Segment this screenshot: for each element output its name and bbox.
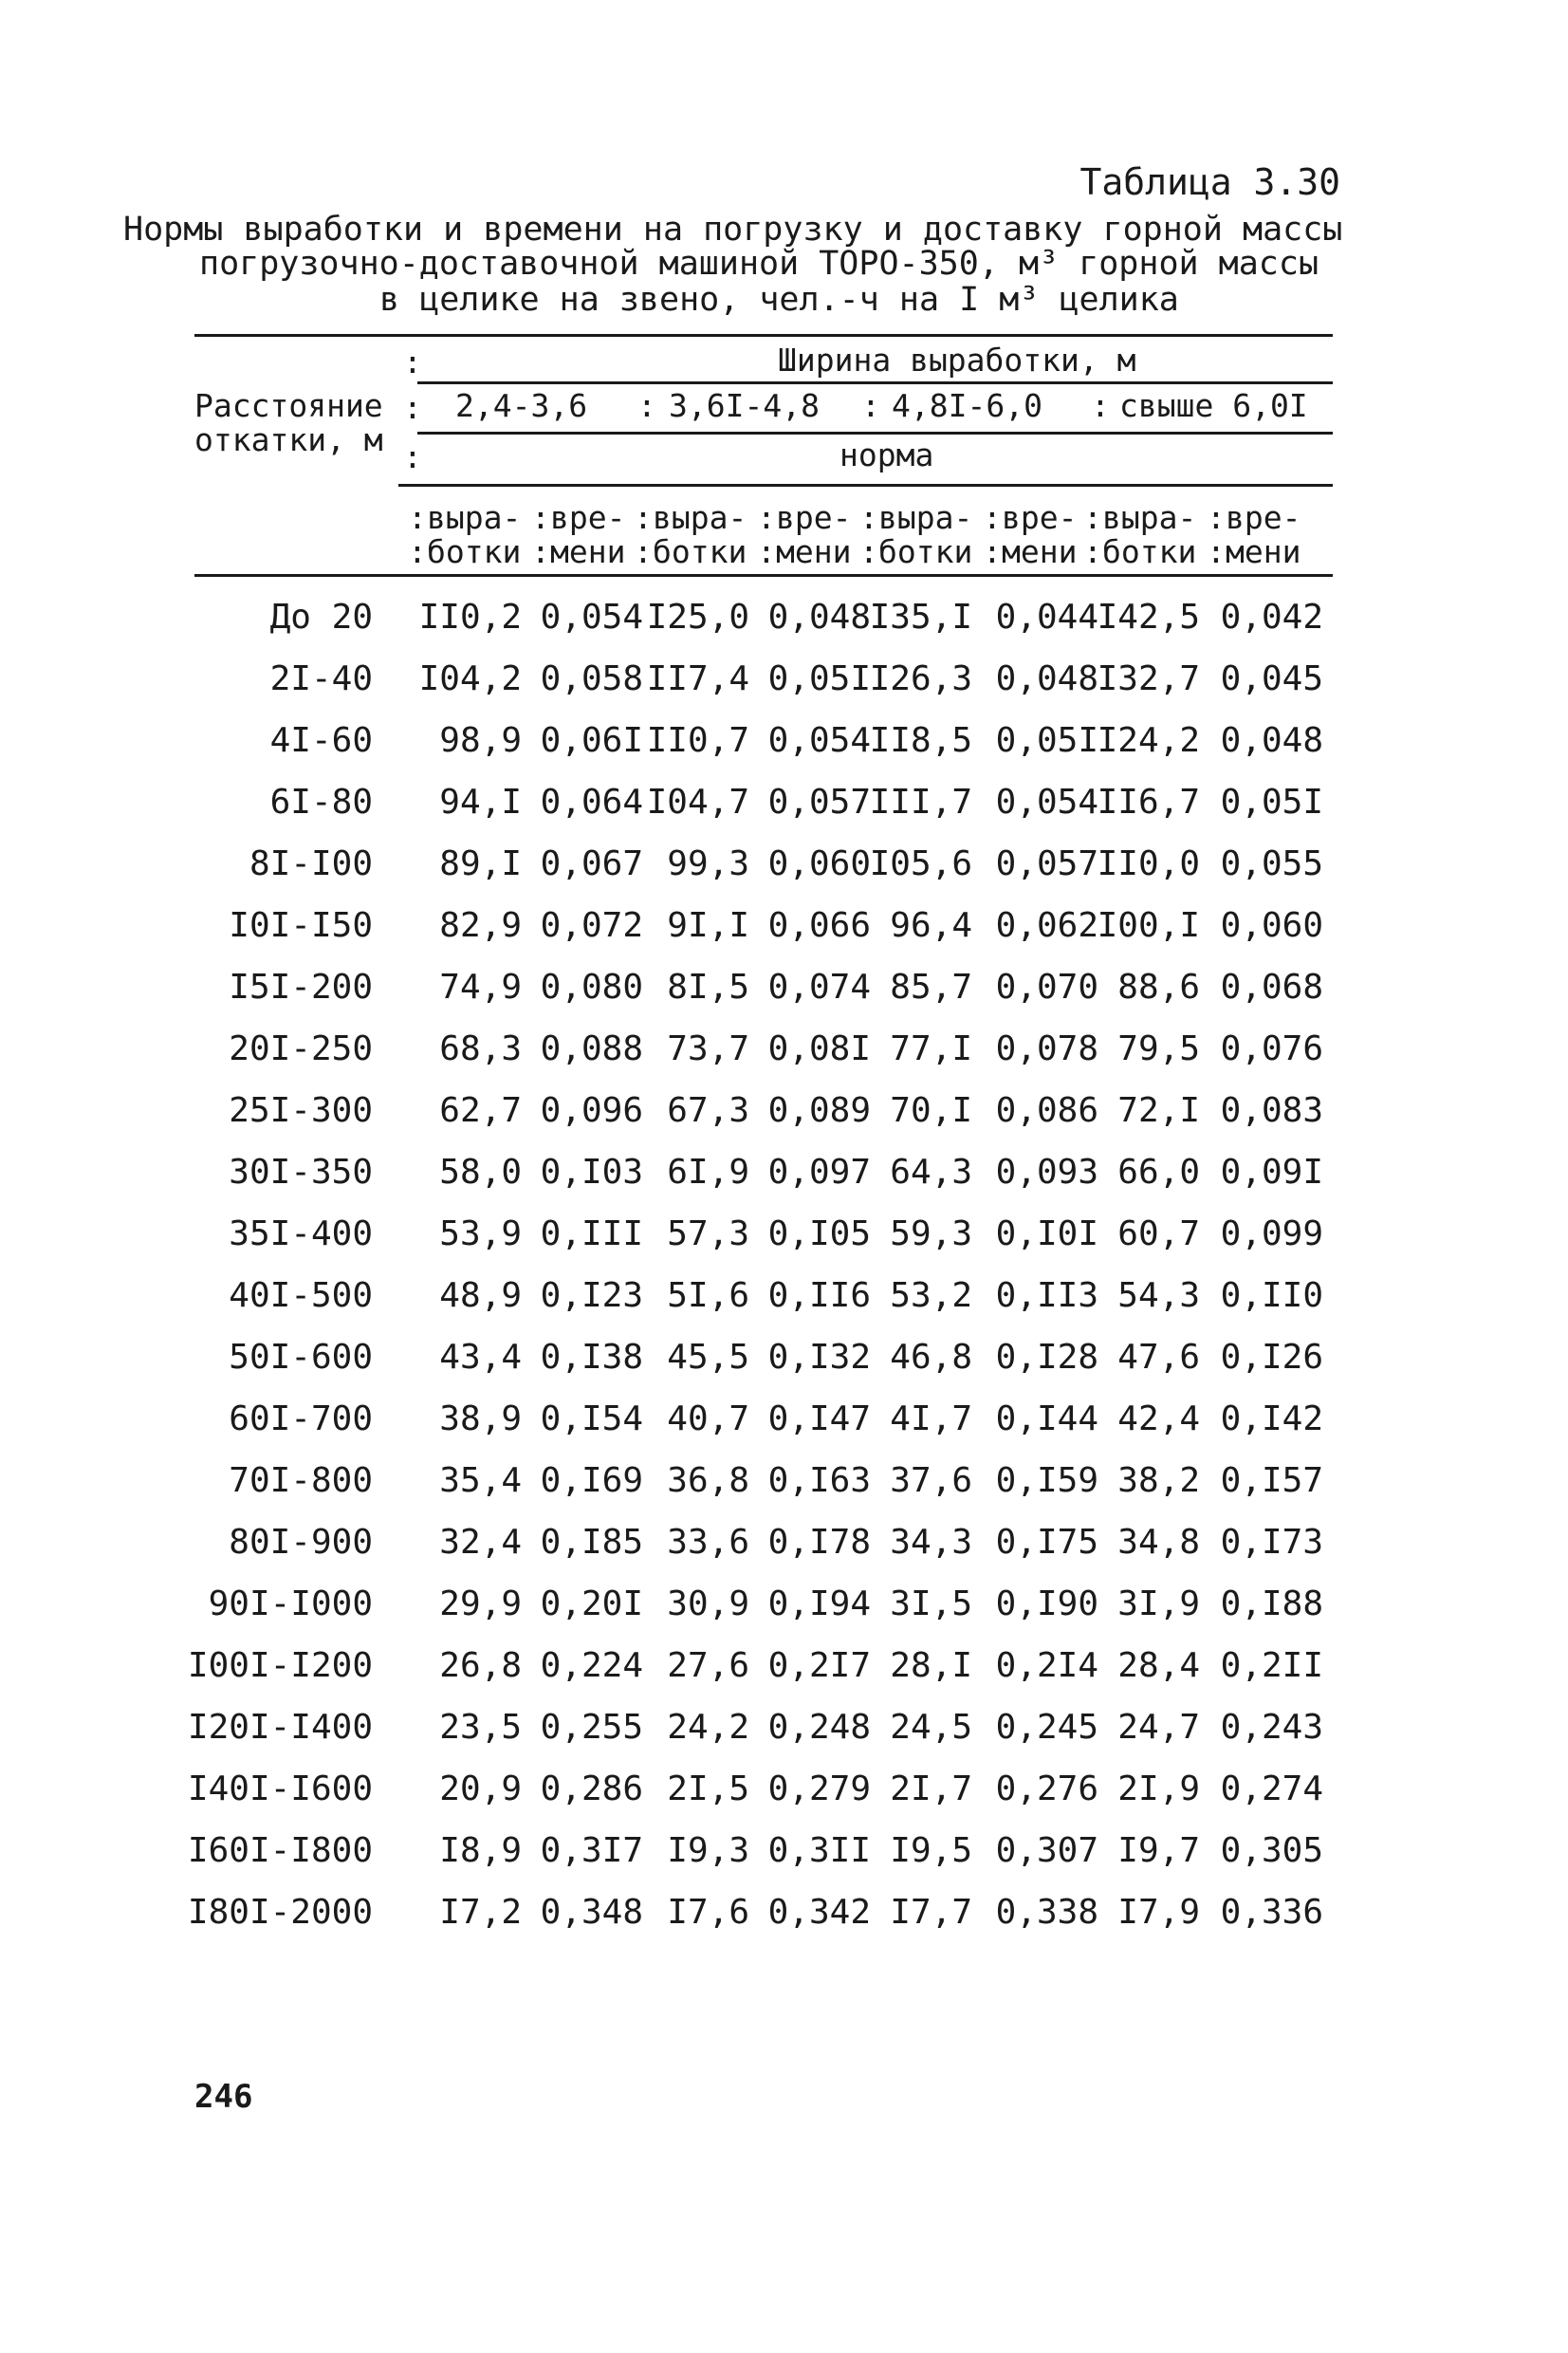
output-norm-cell: 35,4 [439,1461,522,1500]
time-norm-cell: 0,080 [540,968,643,1007]
output-norm-cell: II0,7 [646,721,749,760]
output-norm-cell: 38,2 [1117,1461,1200,1500]
table-title-line-3: в целике на звено, чел.-ч на I м³ целика [379,281,1179,319]
time-norm-cell: 0,I44 [995,1399,1098,1438]
table-row [0,1646,1568,1707]
time-norm-cell: 0,048 [767,598,871,637]
sub-header-time-bottom: мени [776,533,852,570]
output-norm-cell: 72,I [1117,1091,1200,1130]
output-norm-cell: 9I,I [667,906,749,945]
output-norm-cell: I05,6 [869,844,972,883]
norm-bottom-rule [398,484,1333,487]
table-row [0,721,1568,782]
time-norm-cell: 0,I63 [767,1461,871,1500]
output-norm-cell: 34,8 [1117,1523,1200,1562]
time-norm-cell: 0,088 [540,1029,643,1068]
output-norm-cell: 24,5 [890,1708,972,1747]
output-norm-cell: 82,9 [439,906,522,945]
time-norm-cell: 0,276 [995,1769,1098,1808]
output-norm-cell: 2I,9 [1117,1769,1200,1808]
output-norm-cell: I35,I [869,598,972,637]
output-norm-cell: 57,3 [667,1214,749,1253]
time-norm-cell: 0,I03 [540,1153,643,1192]
time-norm-cell: 0,064 [540,783,643,822]
table-row [0,1276,1568,1337]
distance-cell: 20I-250 [229,1029,373,1068]
time-norm-cell: 0,060 [1220,906,1323,945]
sub-header-time-bottom: мени [1226,533,1301,570]
time-norm-cell: 0,054 [540,598,643,637]
time-norm-cell: 0,20I [540,1584,643,1623]
table-title-line-1: Нормы выработки и времени на погрузку и доставку горной массы [123,211,1343,249]
output-norm-cell: 60,7 [1117,1214,1200,1253]
output-norm-cell: I7,2 [439,1893,522,1932]
output-norm-cell: 96,4 [890,906,972,945]
output-norm-cell: 28,I [890,1646,972,1685]
time-norm-cell: 0,074 [767,968,871,1007]
output-norm-cell: 40,7 [667,1399,749,1438]
colon-separator: : [403,343,422,380]
time-norm-cell: 0,078 [995,1029,1098,1068]
time-norm-cell: 0,286 [540,1769,643,1808]
time-norm-cell: 0,05I [767,659,871,698]
table-row [0,1831,1568,1892]
time-norm-cell: 0,I32 [767,1338,871,1377]
time-norm-cell: 0,II6 [767,1276,871,1315]
time-norm-cell: 0,305 [1220,1831,1323,1870]
output-norm-cell: 53,9 [439,1214,522,1253]
time-norm-cell: 0,I47 [767,1399,871,1438]
output-norm-cell: 4I,7 [890,1399,972,1438]
width-range-3: 4,8I-6,0 [892,387,1042,424]
distance-cell: 80I-900 [229,1523,373,1562]
time-norm-cell: 0,I85 [540,1523,643,1562]
norm-label: норма [839,436,934,473]
distance-cell: До 20 [269,598,373,637]
table-row [0,783,1568,843]
distance-cell: 8I-I00 [249,844,373,883]
output-norm-cell: I25,0 [646,598,749,637]
output-norm-cell: I9,5 [890,1831,972,1870]
time-norm-cell: 0,093 [995,1153,1098,1192]
output-norm-cell: 36,8 [667,1461,749,1500]
time-norm-cell: 0,I26 [1220,1338,1323,1377]
colon-separator: : [1091,387,1110,424]
time-norm-cell: 0,057 [767,783,871,822]
distance-cell: I00I-I200 [187,1646,373,1685]
table-row [0,1584,1568,1645]
output-norm-cell: 27,6 [667,1646,749,1685]
output-norm-cell: 3I,9 [1117,1584,1200,1623]
colon-separator: : [403,438,422,475]
output-norm-cell: 62,7 [439,1091,522,1130]
time-norm-cell: 0,348 [540,1893,643,1932]
table-row [0,1091,1568,1152]
output-norm-cell: I00,I [1097,906,1200,945]
table-row [0,1523,1568,1584]
output-norm-cell: I7,9 [1117,1893,1200,1932]
distance-cell: 4I-60 [269,721,373,760]
time-norm-cell: 0,II3 [995,1276,1098,1315]
sub-header-output-bottom: ботки [427,533,522,570]
table-row [0,1769,1568,1830]
time-norm-cell: 0,307 [995,1831,1098,1870]
time-norm-cell: 0,I90 [995,1584,1098,1623]
table-row [0,1461,1568,1522]
table-row [0,659,1568,720]
output-norm-cell: 8I,5 [667,968,749,1007]
width-label-rule [417,381,1333,384]
output-norm-cell: II0,0 [1097,844,1200,883]
time-norm-cell: 0,099 [1220,1214,1323,1253]
time-norm-cell: 0,I59 [995,1461,1098,1500]
time-norm-cell: 0,05I [995,721,1098,760]
output-norm-cell: I7,6 [667,1893,749,1932]
time-norm-cell: 0,062 [995,906,1098,945]
distance-cell: I0I-I50 [229,906,373,945]
output-norm-cell: II7,4 [646,659,749,698]
row-label-line-1: Расстояние [194,387,383,424]
sub-header-time-top: вре- [550,499,626,536]
distance-cell: I60I-I800 [187,1831,373,1870]
time-norm-cell: 0,I73 [1220,1523,1323,1562]
time-norm-cell: 0,06I [540,721,643,760]
output-norm-cell: 66,0 [1117,1153,1200,1192]
time-norm-cell: 0,067 [540,844,643,883]
distance-cell: I80I-2000 [187,1893,373,1932]
output-norm-cell: 89,I [439,844,522,883]
colon-separator: : [637,387,656,424]
time-norm-cell: 0,255 [540,1708,643,1747]
output-norm-cell: 48,9 [439,1276,522,1315]
table-row [0,968,1568,1028]
table-row [0,598,1568,658]
time-norm-cell: 0,224 [540,1646,643,1685]
output-norm-cell: 28,4 [1117,1646,1200,1685]
distance-cell: 50I-600 [229,1338,373,1377]
time-norm-cell: 0,2I4 [995,1646,1098,1685]
distance-cell: 60I-700 [229,1399,373,1438]
time-norm-cell: 0,048 [1220,721,1323,760]
sub-header-output-top: выра- [653,499,747,536]
output-norm-cell: II6,7 [1097,783,1200,822]
output-norm-cell: 42,4 [1117,1399,1200,1438]
time-norm-cell: 0,044 [995,598,1098,637]
table-row [0,1214,1568,1275]
time-norm-cell: 0,274 [1220,1769,1323,1808]
distance-cell: 25I-300 [229,1091,373,1130]
output-norm-cell: I9,7 [1117,1831,1200,1870]
time-norm-cell: 0,066 [767,906,871,945]
output-norm-cell: 88,6 [1117,968,1200,1007]
output-norm-cell: I04,2 [418,659,522,698]
output-norm-cell: 29,9 [439,1584,522,1623]
time-norm-cell: 0,I28 [995,1338,1098,1377]
row-label-line-2: откатки, м [194,421,383,458]
distance-cell: 70I-800 [229,1461,373,1500]
time-norm-cell: 0,I54 [540,1399,643,1438]
output-norm-cell: 47,6 [1117,1338,1200,1377]
time-norm-cell: 0,I78 [767,1523,871,1562]
output-norm-cell: I9,3 [667,1831,749,1870]
output-norm-cell: 34,3 [890,1523,972,1562]
output-norm-cell: 26,8 [439,1646,522,1685]
output-norm-cell: 6I,9 [667,1153,749,1192]
table-row [0,1029,1568,1090]
time-norm-cell: 0,2II [1220,1646,1323,1685]
distance-cell: 30I-350 [229,1153,373,1192]
sub-header-time-bottom: мени [1002,533,1078,570]
output-norm-cell: 37,6 [890,1461,972,1500]
time-norm-cell: 0,338 [995,1893,1098,1932]
time-norm-cell: 0,045 [1220,659,1323,698]
output-norm-cell: 43,4 [439,1338,522,1377]
time-norm-cell: 0,086 [995,1091,1098,1130]
output-norm-cell: 46,8 [890,1338,972,1377]
time-norm-cell: 0,3I7 [540,1831,643,1870]
output-norm-cell: I7,7 [890,1893,972,1932]
output-norm-cell: III,7 [869,783,972,822]
time-norm-cell: 0,I69 [540,1461,643,1500]
sub-header-output-bottom: ботки [653,533,747,570]
output-norm-cell: 70,I [890,1091,972,1130]
table-row [0,906,1568,967]
distance-cell: 6I-80 [269,783,373,822]
output-norm-cell: 38,9 [439,1399,522,1438]
sub-header-output-bottom: ботки [878,533,973,570]
output-norm-cell: 64,3 [890,1153,972,1192]
output-norm-cell: 85,7 [890,968,972,1007]
output-norm-cell: II8,5 [869,721,972,760]
table-title-line-2: погрузочно-доставочной машиной ТОРО-350, м³ горной массы [199,245,1319,283]
time-norm-cell: 0,I23 [540,1276,643,1315]
time-norm-cell: 0,08I [767,1029,871,1068]
output-norm-cell: I32,7 [1097,659,1200,698]
output-norm-cell: 2I,5 [667,1769,749,1808]
output-norm-cell: I42,5 [1097,598,1200,637]
time-norm-cell: 0,I42 [1220,1399,1323,1438]
time-norm-cell: 0,2I7 [767,1646,871,1685]
sub-header-time-top: вре- [776,499,852,536]
time-norm-cell: 0,070 [995,968,1098,1007]
output-norm-cell: 79,5 [1117,1029,1200,1068]
time-norm-cell: 0,243 [1220,1708,1323,1747]
time-norm-cell: 0,II0 [1220,1276,1323,1315]
time-norm-cell: 0,055 [1220,844,1323,883]
time-norm-cell: 0,342 [767,1893,871,1932]
output-norm-cell: 67,3 [667,1091,749,1130]
time-norm-cell: 0,I88 [1220,1584,1323,1623]
table-caption-label: Таблица 3.30 [1079,161,1340,203]
output-norm-cell: 54,3 [1117,1276,1200,1315]
time-norm-cell: 0,068 [1220,968,1323,1007]
colon-separator: : [403,389,422,426]
time-norm-cell: 0,09I [1220,1153,1323,1192]
output-norm-cell: 30,9 [667,1584,749,1623]
width-range-1: 2,4-3,6 [455,387,588,424]
width-range-2: 3,6I-4,8 [669,387,820,424]
output-norm-cell: 58,0 [439,1153,522,1192]
output-norm-cell: I04,7 [646,783,749,822]
output-norm-cell: I26,3 [869,659,972,698]
output-norm-cell: 32,4 [439,1523,522,1562]
table-row [0,1338,1568,1399]
header-bottom-rule [194,574,1333,577]
time-norm-cell: 0,245 [995,1708,1098,1747]
output-norm-cell: 23,5 [439,1708,522,1747]
distance-cell: I40I-I600 [187,1769,373,1808]
distance-cell: I5I-200 [229,968,373,1007]
time-norm-cell: 0,05I [1220,783,1323,822]
output-norm-cell: 5I,6 [667,1276,749,1315]
time-norm-cell: 0,042 [1220,598,1323,637]
time-norm-cell: 0,336 [1220,1893,1323,1932]
header-top-rule [194,334,1333,337]
output-norm-cell: 99,3 [667,844,749,883]
table-row [0,844,1568,905]
sub-header-output-top: выра- [427,499,522,536]
time-norm-cell: 0,057 [995,844,1098,883]
sub-header-output-top: выра- [878,499,973,536]
time-norm-cell: 0,I75 [995,1523,1098,1562]
output-norm-cell: II0,2 [418,598,522,637]
colon-separator: : [861,387,880,424]
distance-cell: 35I-400 [229,1214,373,1253]
output-norm-cell: 2I,7 [890,1769,972,1808]
output-norm-cell: 53,2 [890,1276,972,1315]
table-row [0,1708,1568,1769]
output-norm-cell: 94,I [439,783,522,822]
time-norm-cell: 0,083 [1220,1091,1323,1130]
output-norm-cell: 59,3 [890,1214,972,1253]
sub-header-output-top: выра- [1102,499,1197,536]
time-norm-cell: 0,I57 [1220,1461,1323,1500]
time-norm-cell: 0,I38 [540,1338,643,1377]
time-norm-cell: 0,076 [1220,1029,1323,1068]
output-norm-cell: 24,2 [667,1708,749,1747]
output-norm-cell: 68,3 [439,1029,522,1068]
time-norm-cell: 0,3II [767,1831,871,1870]
distance-cell: 40I-500 [229,1276,373,1315]
time-norm-cell: 0,048 [995,659,1098,698]
output-norm-cell: 45,5 [667,1338,749,1377]
time-norm-cell: 0,096 [540,1091,643,1130]
table-row [0,1399,1568,1460]
width-range-4: свыше 6,0I [1119,387,1308,424]
output-norm-cell: I24,2 [1097,721,1200,760]
distance-cell: 90I-I000 [208,1584,373,1623]
sub-header-time-top: вре- [1226,499,1301,536]
output-norm-cell: 20,9 [439,1769,522,1808]
time-norm-cell: 0,054 [995,783,1098,822]
sub-header-output-bottom: ботки [1102,533,1197,570]
time-norm-cell: 0,I0I [995,1214,1098,1253]
norm-top-rule [417,432,1333,435]
distance-cell: 2I-40 [269,659,373,698]
output-norm-cell: 3I,5 [890,1584,972,1623]
time-norm-cell: 0,072 [540,906,643,945]
width-group-label: Ширина выработки, м [778,342,1136,379]
output-norm-cell: 24,7 [1117,1708,1200,1747]
sub-header-time-bottom: мени [550,533,626,570]
distance-cell: I20I-I400 [187,1708,373,1747]
time-norm-cell: 0,279 [767,1769,871,1808]
output-norm-cell: 74,9 [439,968,522,1007]
time-norm-cell: 0,III [540,1214,643,1253]
time-norm-cell: 0,097 [767,1153,871,1192]
output-norm-cell: 98,9 [439,721,522,760]
output-norm-cell: 77,I [890,1029,972,1068]
time-norm-cell: 0,089 [767,1091,871,1130]
sub-header-time-top: вре- [1002,499,1078,536]
output-norm-cell: 33,6 [667,1523,749,1562]
time-norm-cell: 0,054 [767,721,871,760]
time-norm-cell: 0,060 [767,844,871,883]
time-norm-cell: 0,I05 [767,1214,871,1253]
output-norm-cell: 73,7 [667,1029,749,1068]
time-norm-cell: 0,248 [767,1708,871,1747]
time-norm-cell: 0,I94 [767,1584,871,1623]
page-number: 246 [194,2078,253,2116]
time-norm-cell: 0,058 [540,659,643,698]
table-row [0,1893,1568,1954]
table-row [0,1153,1568,1214]
output-norm-cell: I8,9 [439,1831,522,1870]
